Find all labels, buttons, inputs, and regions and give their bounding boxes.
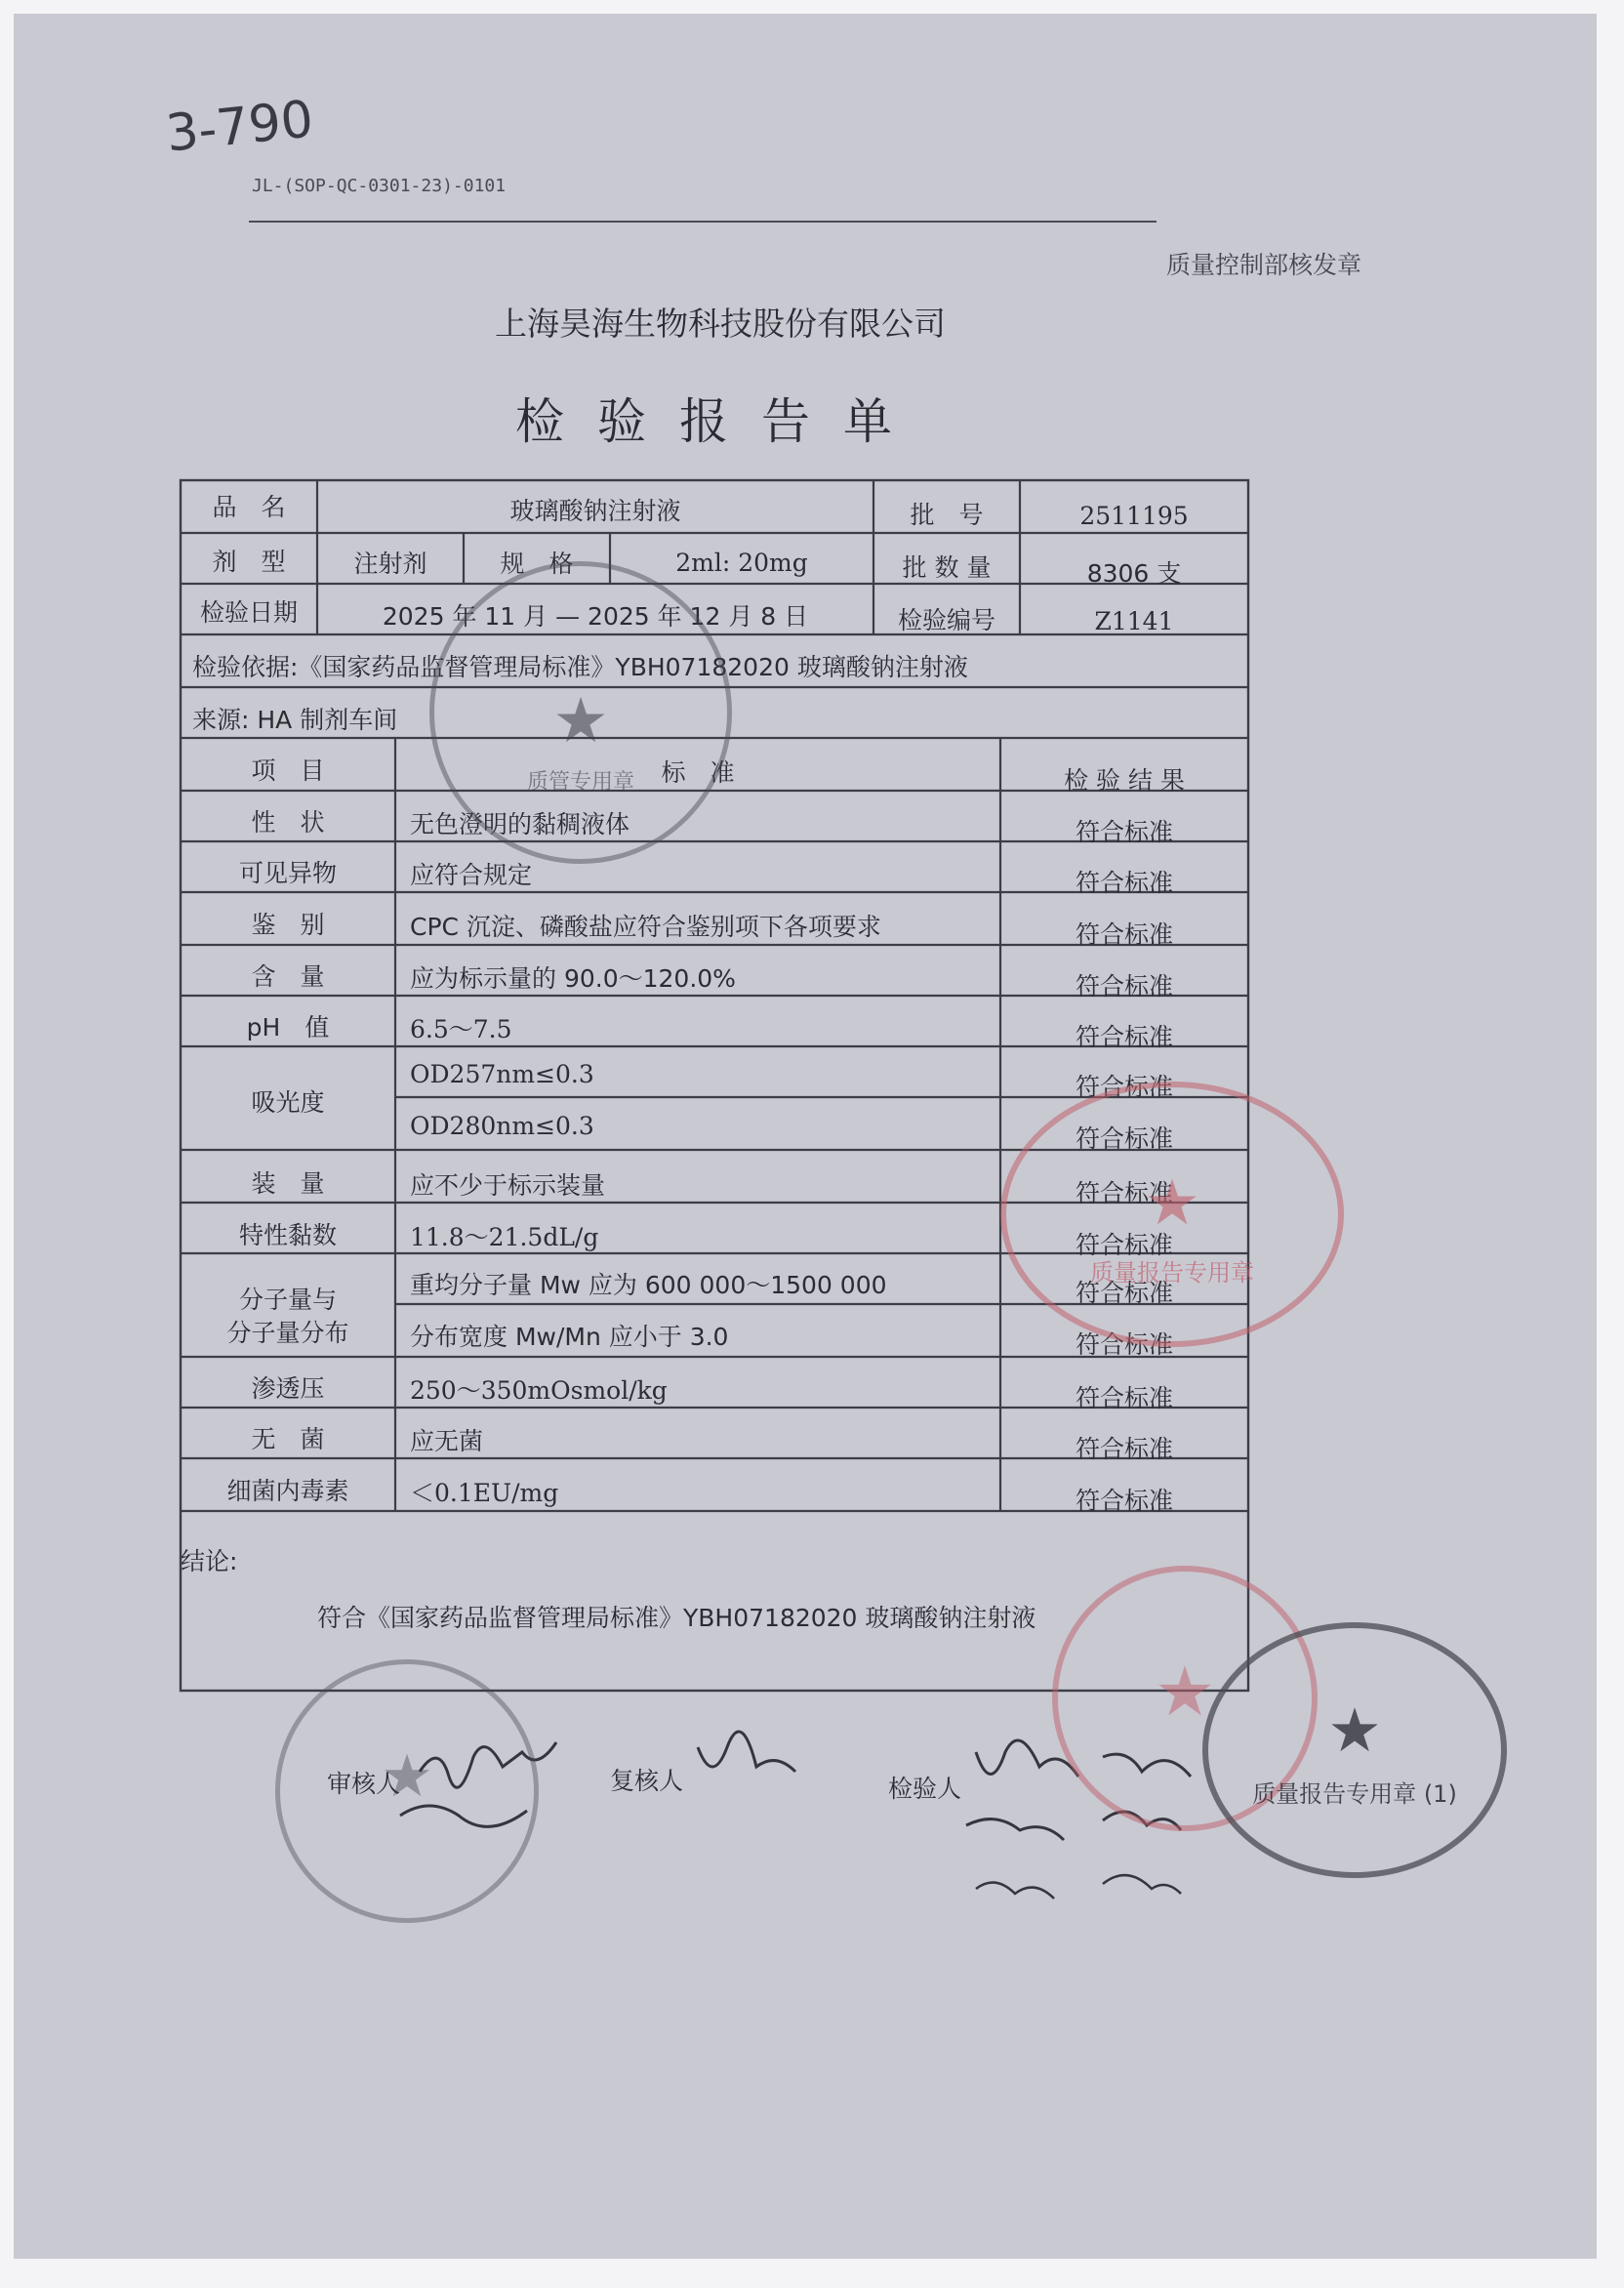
table-row-result: 符合标准: [1075, 1023, 1173, 1051]
table-row-item: 分子量与: [238, 1286, 337, 1314]
table-row-result: 符合标准: [1075, 1384, 1173, 1412]
table-row-standard: OD257nm≤0.3: [410, 1060, 594, 1088]
table-row-result: 符合标准: [1075, 920, 1173, 949]
column-header-standard: 标 准: [661, 758, 735, 787]
sample-source: 来源: HA 制剂车间: [192, 706, 398, 734]
table-row-standard: 11.8～21.5dL/g: [410, 1223, 599, 1251]
table-row-result: 符合标准: [1075, 1330, 1173, 1359]
table-row-standard: 6.5～7.5: [410, 1015, 512, 1043]
table-row-standard: ＜0.1EU/mg: [410, 1479, 559, 1507]
qa-seal-text: 质管专用章: [526, 770, 634, 795]
star-icon: ★: [1327, 1695, 1382, 1766]
report-no-label: 检验编号: [897, 606, 995, 634]
table-row-item: 可见异物: [238, 859, 337, 887]
table-row-result: 符合标准: [1075, 1487, 1173, 1515]
table-row-item: 性 状: [251, 808, 325, 837]
table-row-standard: 应无菌: [410, 1427, 484, 1455]
star-icon: ★: [1144, 1167, 1200, 1240]
checker-label: 复核人: [610, 1767, 684, 1795]
quantity-label: 批 数 量: [902, 553, 992, 582]
table-row-item: 吸光度: [251, 1088, 325, 1117]
table-row-result: 符合标准: [1075, 972, 1173, 1001]
reviewer-label: 审核人: [327, 1770, 401, 1798]
table-row-item: pH 值: [246, 1013, 330, 1042]
table-row-item: 分子量分布: [226, 1319, 349, 1347]
table-row-item: 渗透压: [251, 1374, 325, 1403]
date-label: 检验日期: [199, 598, 298, 627]
spec-value: 2ml: 20mg: [675, 549, 808, 577]
table-row-result: 符合标准: [1075, 1124, 1173, 1153]
grey-seal-text: 质量报告专用章 (1): [1252, 1780, 1457, 1808]
star-icon: ★: [381, 1742, 433, 1811]
conclusion-text: 符合《国家药品监督管理局标准》YBH07182020 玻璃酸钠注射液: [317, 1604, 1036, 1632]
table-row-standard: 分布宽度 Mw/Mn 应小于 3.0: [410, 1323, 729, 1351]
document-code: JL-(SOP-QC-0301-23)-0101: [252, 176, 507, 196]
product-name-value: 玻璃酸钠注射液: [509, 497, 681, 525]
star-icon: ★: [552, 685, 609, 757]
qa-seal: [429, 561, 732, 864]
table-row-result: 符合标准: [1075, 818, 1173, 846]
company-name: 上海昊海生物科技股份有限公司: [495, 305, 946, 343]
table-row-item: 鉴 别: [251, 911, 325, 939]
test-basis: 检验依据:《国家药品监督管理局标准》YBH07182020 玻璃酸钠注射液: [192, 653, 968, 681]
conclusion-label: 结论:: [181, 1547, 238, 1575]
table-row-standard: 应符合规定: [410, 861, 533, 889]
table-row-item: 含 量: [251, 962, 325, 991]
table-row-standard: 重均分子量 Mw 应为 600 000～1500 000: [410, 1271, 887, 1299]
table-row-standard: OD280nm≤0.3: [410, 1112, 594, 1140]
report-no-value: Z1141: [1094, 607, 1174, 635]
table-row-standard: 无色澄明的黏稠液体: [410, 810, 630, 838]
table-row-standard: CPC 沉淀、磷酸盐应符合鉴别项下各项要求: [410, 913, 881, 941]
spec-label: 规 格: [500, 550, 574, 578]
table-row-result: 符合标准: [1075, 1279, 1173, 1307]
table-row-standard: 250～350mOsmol/kg: [410, 1376, 668, 1405]
grey-report-seal: [1202, 1622, 1507, 1878]
table-row-standard: 应不少于标示装量: [410, 1171, 606, 1200]
batch-no-label: 批 号: [910, 501, 984, 529]
issue-stamp-text: 质量控制部核发章: [1166, 251, 1362, 279]
table-row-result: 符合标准: [1075, 1179, 1173, 1207]
red-seal-text: 质量报告专用章: [1090, 1259, 1254, 1287]
table-row-result: 符合标准: [1075, 1073, 1173, 1101]
table-row-result: 符合标准: [1075, 1231, 1173, 1259]
red-report-seal: [1000, 1082, 1344, 1347]
handwritten-number: 3-790: [163, 90, 316, 164]
star-icon: ★: [1154, 1652, 1216, 1732]
table-row-item: 特性黏数: [238, 1221, 337, 1249]
table-row-result: 符合标准: [1075, 1435, 1173, 1463]
column-header-result: 检 验 结 果: [1064, 766, 1185, 795]
dosage-form-value: 注射剂: [353, 550, 427, 578]
date-value: 2025 年 11 月 — 2025 年 12 月 8 日: [382, 602, 809, 631]
table-row-item: 无 菌: [251, 1425, 325, 1453]
quantity-value: 8306 支: [1086, 559, 1182, 588]
reviewer-seal: [275, 1659, 539, 1923]
column-header-item: 项 目: [251, 756, 325, 785]
inspector-label: 检验人: [888, 1775, 962, 1803]
table-row-standard: 应为标示量的 90.0～120.0%: [410, 964, 736, 993]
batch-no-value: 2511195: [1079, 502, 1189, 530]
table-row-item: 细菌内毒素: [226, 1477, 349, 1505]
report-title: 检验报告单: [515, 393, 925, 450]
dosage-form-label: 剂 型: [212, 548, 286, 576]
table-row-result: 符合标准: [1075, 869, 1173, 897]
product-name-label: 品 名: [212, 493, 286, 521]
table-row-item: 装 量: [251, 1169, 325, 1198]
